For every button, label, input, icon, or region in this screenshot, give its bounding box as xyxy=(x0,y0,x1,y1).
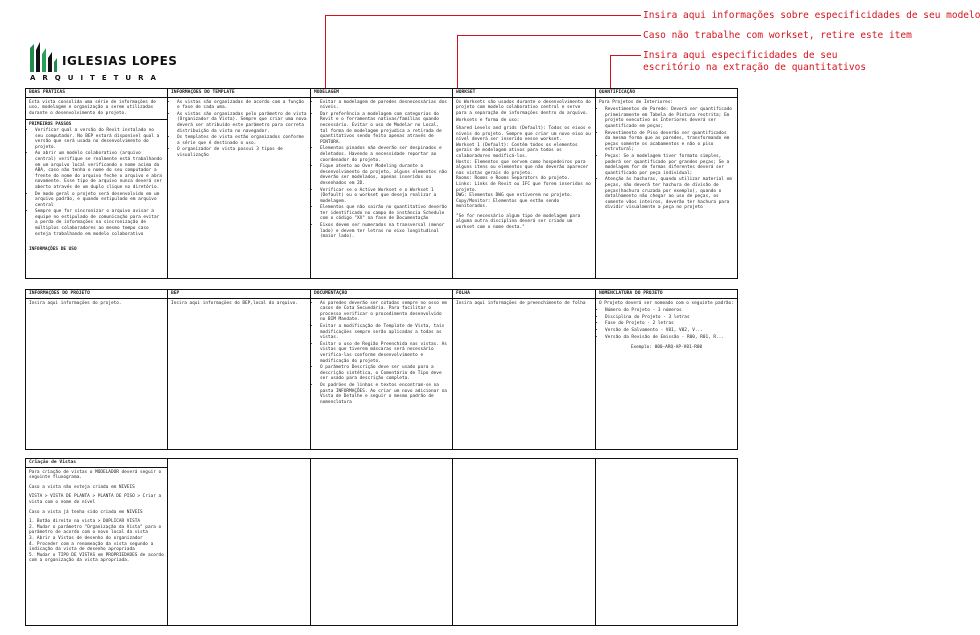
list-item: • Elementos que não sairão no quantitativo deverão ter identificado no campo de instância Schedule com o código "XX" na fase de Documentação xyxy=(320,205,449,222)
list-item: • Sempre que for sincronizar o arquivo avisar a equipe no estipulado de comunicação para evitar a perda de informações na sincronização de múltiplos colaboradores ao mesmo tempo caso esteja trabalhando em modelo colaborativo xyxy=(35,209,164,237)
list-item: • Verificar qual a versão do Revit instalado no seu computador. No BEP estará disponível qual a versão que será usada no desenvolvimento do projeto. xyxy=(35,128,164,150)
cell-bep xyxy=(168,290,311,449)
cell-text: Para Projetos de Interiores: xyxy=(599,99,674,105)
cell-nomenclatura xyxy=(596,290,737,449)
workset-line: Hosts: Elementos que servem como hospedeiros para alguns itens ou elementos que não deverão aparecer nas vistas gerais do projeto. xyxy=(456,159,589,176)
cell-empty xyxy=(311,459,453,625)
cell-modelagem xyxy=(311,89,453,278)
cell-empty xyxy=(168,459,311,625)
list-item: • As paredes deverão ser cotadas sempre no osso em casos de Cota Secundária. Para facilitar o processo verificar o procedimento desenvolvido no BIM Mandate. xyxy=(320,301,449,323)
list-item: • Evitar o uso de Região Preenchida nas vistas. As vistas que tiverem máscaras será necessário verifica-las conforme desenvolvimento e modificação do projeto. xyxy=(320,342,449,364)
list-item: • Os padrões de linhas e textos encontram-se na pasta INFORMAÇÕES. Ao criar um novo adicionar na Vista de Detalhe e seguir o mesmo padrão de nomenclatura xyxy=(320,383,449,405)
cell-folha xyxy=(453,290,596,449)
annotation-leader xyxy=(325,15,326,89)
cell-empty xyxy=(453,459,596,625)
list-item: • Atenção às hachuras, quando utilizar material em peças, não deverá ter hachura de divisão de peças(hachura cruzada por exemplo), quando o detalhamento não chegar ao uso de peças, os somente vãos inteiros, deverão ter hachura para dividir visualmente a peça no projeto xyxy=(605,177,734,211)
workset-line: Rooms: Rooms e Rooms Separators do projeto. xyxy=(456,176,570,182)
doc-list xyxy=(314,301,449,406)
list-item: • As vistas são organizadas pelo parâmetro de vista (Organizador da Vista). Sempre que criar uma nova deverá ser atribuído este parâmetro para correta distribuição da vista no navegador. xyxy=(177,112,307,134)
cell-template xyxy=(168,89,311,278)
workset-line: Copy/Monitor: Elementos que estão sendo monitorados. xyxy=(456,198,560,210)
list-item: • Versão da Revisão de Emissão - R00, R01, R... xyxy=(605,335,734,341)
annotation-leader xyxy=(457,35,641,36)
row-criacao-vistas xyxy=(25,458,738,626)
vistas-line: Caso a vista não esteja criada em NIVEIS xyxy=(29,484,135,490)
cell-quantificacao xyxy=(596,89,737,278)
row-informacoes xyxy=(25,289,738,450)
cell-text: Insira aqui informações do BEP,local do arquivo. xyxy=(171,300,298,306)
cell-title: INFORMAÇÕES DO PROJETO xyxy=(26,291,167,299)
logo-name: IGLESIAS LOPES xyxy=(62,54,178,68)
workset-line: Shared Levels and grids (Default): Todos os eixos e níveis do projeto. Sempre que criar um novo eixo ou nível deverá ser inserido nesse workset. xyxy=(456,125,591,143)
list-item: • Versão de Salvamento - V01, V02, V... xyxy=(605,328,734,334)
annotation-model: Insira aqui informações sobre especificidades de seu modelo xyxy=(643,10,980,21)
list-item: • Verificar se o Active Workset e o Workset 1 (Default) ou o workset que deseja realizar a modelagem. xyxy=(320,188,449,205)
cell-title: BOAS PRÁTICAS xyxy=(26,90,167,98)
list-item: • De modo geral o projeto será desenvolvido em um arquivo padrão, e quando estipulado em arquivo central xyxy=(35,192,164,209)
vistas-line: 3. Abrir a Vistas de desenho do organizador xyxy=(29,535,143,541)
vistas-line: Para criação de vistas o MODELADOR deverá seguir o seguinte fluxograma. xyxy=(29,469,162,481)
cell-criacao-vistas xyxy=(26,459,168,625)
vistas-line: 2. Mudar o parâmetro "Organização da Vista" para o parâmetro de acordo com o novo local da vista xyxy=(29,524,162,536)
annotation-leader xyxy=(457,35,458,89)
list-item: • Os templates de vista estão organizados conforme a série que é destinado o uso. xyxy=(177,135,307,146)
list-item: • Elementos pinados não deverão ser despinados e deletados. Havendo a necessidade reportar ao coordenador do projeto. xyxy=(320,146,449,163)
list-item: • Eixos devem ser numerados na transversal (menor lado) e devem ter letras no eixo longitudinal (maior lado). xyxy=(320,223,449,240)
cell-empty xyxy=(596,459,737,625)
annotation-workset: Caso não trabalhe com workset, retire este item xyxy=(643,30,912,41)
list-item: • Revestimentos de Parede: Deverá ser quantificado primeiramente em Tabela de Pintura restrita; Em projeto executivo os Interiores deverá ser quantificado em peças; xyxy=(605,107,734,129)
cell-title: FOLHA xyxy=(453,291,595,299)
section-title: INFORMAÇÕES DE USO xyxy=(29,247,77,253)
annotation-quant-2: escritório na extração de quantitativos xyxy=(643,62,867,73)
nomen-list xyxy=(599,308,734,340)
cell-documentacao xyxy=(311,290,453,449)
workset-line: Links: Links de Revit ou IFC que forem inseridos no projeto. xyxy=(456,181,591,193)
annotation-leader xyxy=(610,55,641,56)
cell-text: O Projeto deverá ser nomeado com o seguinte padrão: xyxy=(599,300,734,306)
vistas-line: VISTA > VISTA DE PLANTA > PLANTA DE PISO > Criar a vista com o nome do nível xyxy=(29,494,162,505)
logo-tagline: ARQUITETURA xyxy=(30,74,163,82)
list-item: • Ao abrir um modelo colaborativo (arquivo central) verifique se realmente está trabalhando em um arquivo local verificando o nome acima da ABA, caso não tenha o nome do seu computador a frente do nome do arquivo feche o arquivo e abra novamente. Esse tipo de arquivo nunca deverá ser aberto através de um duplo clique no diretório. xyxy=(35,151,164,190)
workset-line: DWG: Elementos DWG que estiverem no projeto. xyxy=(456,193,573,199)
vistas-line: 5. Mudar o TIPO DE VISTAS em PROPRIEDADES de acordo com a organização da vista apropriada. xyxy=(29,552,164,564)
cell-title: MODELAGEM xyxy=(311,90,452,98)
list-item: • Número do Projeto - 3 números xyxy=(605,308,734,314)
company-logo xyxy=(28,38,178,84)
steps-list xyxy=(29,128,164,237)
cell-title: DOCUMENTAÇÃO xyxy=(311,291,452,299)
list-item: • As vistas são organizadas de acordo com a função e fase de cada uma. xyxy=(177,100,307,111)
template-list xyxy=(171,100,307,159)
vistas-line: 1. Botão direito na vista > DUPLICAR VISTA xyxy=(29,519,141,525)
vistas-line: 4. Proceder com a renomeação da vista segundo a indicação da vista de desenho apropriada xyxy=(29,541,154,553)
cell-info-projeto xyxy=(26,290,168,449)
list-item: • Fique atento ao Over Modeling durante o desenvolvimento do projeto, alguns elementos não deverão ser modelados, apenas inseridos ou desenhados em 2D. xyxy=(320,164,449,186)
annotation-leader xyxy=(325,15,641,16)
modelagem-list xyxy=(314,100,449,240)
cell-title: BEP xyxy=(168,291,310,299)
cell-text: Worksets e forma de uso: xyxy=(456,118,520,124)
nomen-example: Exemplo: 000-ARQ-AP-V01-R00 xyxy=(630,345,703,351)
cell-workset xyxy=(453,89,596,278)
annotation-leader xyxy=(610,55,611,89)
cell-title: Criação de Vistas xyxy=(26,460,167,468)
list-item: • Disciplina do Projeto - 3 letras xyxy=(605,315,734,321)
annotation-quant-1: Insira aqui especificidades de seu xyxy=(643,50,838,61)
list-item: • Fase do Projeto - 2 letras xyxy=(605,321,734,327)
cell-boas-praticas xyxy=(26,89,168,278)
cell-text: "Se for necessário algum tipo de modelagem para alguma outra disciplina deverá ser criado um workset com o nome desta." xyxy=(456,213,581,231)
quant-list xyxy=(599,107,734,211)
cell-title: NOMENCLATURA DO PROJETO xyxy=(596,291,737,299)
workset-line: Workset 1 (Default): Contém todos os elementos gerais de modelagem ativos para todos os colaboradores modificá-los. xyxy=(456,142,578,159)
list-item: • O parâmetro Descrição deve ser usado para a descrição sintética, o Comentário de Tipo deve ser usado para descrição completa. xyxy=(320,365,449,382)
list-item: • O organizador de vista possui 3 tipos de visualização xyxy=(177,147,307,158)
list-item: • Evitar a modelagem de paredes desnecessárias dos níveis. xyxy=(320,100,449,111)
logo-mark-icon xyxy=(28,40,58,72)
list-item: • Dar preferência a modelagem com categorias do Revit e o ferramentas nativas/famílias quando necessário. Evitar o uso de Modelar no Local, tal forma de modelagem prejudica a retirada de quantitativos sendo feito apenas através de PINTURA. xyxy=(320,112,449,146)
row-boas-praticas xyxy=(25,88,738,279)
list-item: • Evitar a modificação de Template de Vista, tais modificações sempre serão aplicadas a todas as vistas. xyxy=(320,324,449,341)
cell-title: INFORMAÇÕES DO TEMPLATE xyxy=(168,90,310,98)
cell-title: QUANTIFICAÇÃO xyxy=(596,90,737,98)
cell-text: Insira aqui informações de preenchimento de folha xyxy=(456,300,586,306)
cell-text: Os Worksets são usados durante o desenvolvimento do projeto com modelo colaborativo central e serve para a separação de informações dentro do arquivo. xyxy=(456,99,591,116)
list-item: • Revestimento de Piso deverão ser quantificados da mesma forma que as paredes, transformando em peças somente os acabamentos e não o piso estrutural; xyxy=(605,131,734,153)
list-item: • Peças: Se a modelagem tiver formato simples, poderá ser quantificado por grandes peças; Se a modelagem for de formas diferentes deverá ser quantificado por peça individual; xyxy=(605,154,734,176)
cell-text: Insira aqui informações do projeto. xyxy=(29,300,122,306)
section-title: PRIMEIROS PASSOS xyxy=(26,119,167,128)
vistas-line: Caso a vista já tenha sido criada em NIVEIS xyxy=(29,509,143,515)
cell-text: Esta vista consolida uma série de informações de uso, modelagem e organização a serem utilizadas durante o desenvolvimento do projeto. xyxy=(29,99,156,116)
cell-title: WORKSET xyxy=(453,90,595,98)
